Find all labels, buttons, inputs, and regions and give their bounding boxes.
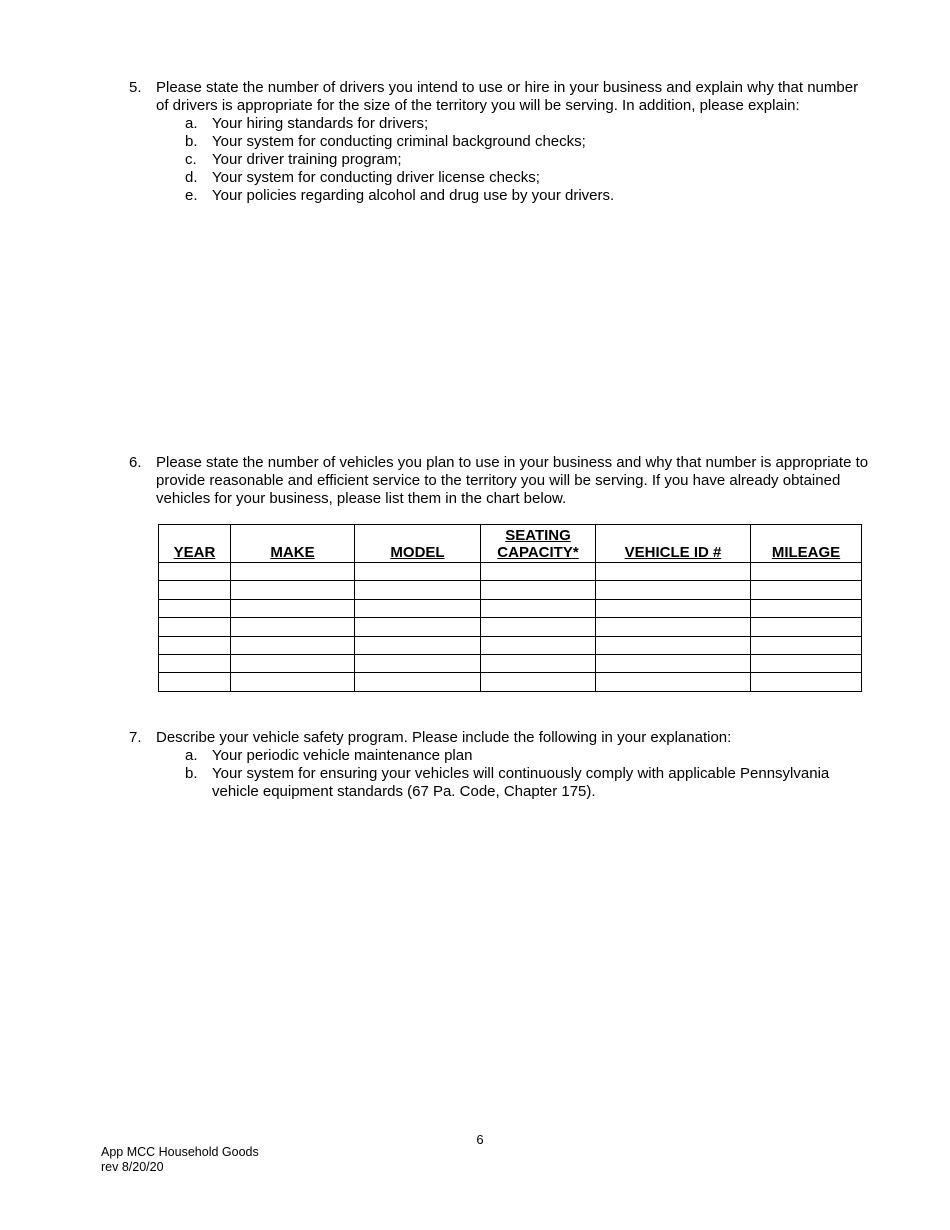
table-row bbox=[159, 673, 862, 691]
table-cell[interactable] bbox=[596, 563, 751, 581]
item-text: Your driver training program; bbox=[212, 151, 402, 168]
table-cell[interactable] bbox=[159, 563, 231, 581]
header-year: YEAR bbox=[159, 525, 231, 563]
table-cell[interactable] bbox=[355, 618, 481, 636]
item-letter: b. bbox=[185, 133, 198, 150]
table-cell[interactable] bbox=[159, 618, 231, 636]
table-cell[interactable] bbox=[159, 599, 231, 617]
list-item bbox=[185, 169, 869, 187]
table-cell[interactable] bbox=[159, 654, 231, 672]
question-number: 5. bbox=[129, 79, 142, 96]
item-letter: e. bbox=[185, 187, 198, 204]
item-text: Your system for conducting criminal background checks; bbox=[212, 133, 586, 150]
vehicle-table bbox=[158, 524, 862, 692]
list-item bbox=[185, 133, 869, 151]
list-item bbox=[185, 747, 852, 765]
table-cell[interactable] bbox=[355, 673, 481, 691]
table-cell[interactable] bbox=[751, 673, 862, 691]
table-cell[interactable] bbox=[355, 599, 481, 617]
question-7 bbox=[129, 729, 869, 801]
footer-form-name: App MCC Household Goods bbox=[101, 1145, 259, 1159]
table-cell[interactable] bbox=[596, 599, 751, 617]
table-cell[interactable] bbox=[159, 581, 231, 599]
table-cell[interactable] bbox=[596, 673, 751, 691]
table-header-row bbox=[159, 525, 862, 563]
table-cell[interactable] bbox=[751, 618, 862, 636]
question-text: Please state the number of drivers you intend to use or hire in your business and explain why that number of drivers is appropriate for the size of the territory you will be serving. In addition, please explain: bbox=[156, 79, 859, 114]
table-cell[interactable] bbox=[231, 654, 355, 672]
item-text: Your policies regarding alcohol and drug use by your drivers. bbox=[212, 187, 615, 204]
table-cell[interactable] bbox=[481, 654, 596, 672]
table-row bbox=[159, 618, 862, 636]
table-cell[interactable] bbox=[751, 581, 862, 599]
list-item bbox=[185, 765, 852, 801]
table-cell[interactable] bbox=[231, 673, 355, 691]
table-row bbox=[159, 563, 862, 581]
table-cell[interactable] bbox=[596, 636, 751, 654]
table-cell[interactable] bbox=[231, 599, 355, 617]
question-5 bbox=[129, 79, 869, 205]
table-row bbox=[159, 654, 862, 672]
item-text: Your periodic vehicle maintenance plan bbox=[212, 747, 473, 764]
question-text: Describe your vehicle safety program. Please include the following in your explanation: bbox=[156, 729, 732, 746]
table-cell[interactable] bbox=[751, 563, 862, 581]
header-seating-capacity: SEATING CAPACITY* bbox=[481, 525, 596, 563]
table-cell[interactable] bbox=[481, 581, 596, 599]
item-letter: a. bbox=[185, 115, 198, 132]
table-cell[interactable] bbox=[355, 581, 481, 599]
question-number: 6. bbox=[129, 454, 142, 471]
header-model: MODEL bbox=[355, 525, 481, 563]
list-item bbox=[185, 187, 869, 205]
table-cell[interactable] bbox=[751, 599, 862, 617]
item-letter: a. bbox=[185, 747, 198, 764]
table-cell[interactable] bbox=[231, 581, 355, 599]
table-cell[interactable] bbox=[481, 673, 596, 691]
table-cell[interactable] bbox=[159, 636, 231, 654]
item-letter: c. bbox=[185, 151, 197, 168]
header-make: MAKE bbox=[231, 525, 355, 563]
table-cell[interactable] bbox=[231, 636, 355, 654]
question-number: 7. bbox=[129, 729, 142, 746]
table-cell[interactable] bbox=[159, 673, 231, 691]
footer bbox=[101, 1145, 259, 1175]
header-vehicle-id: VEHICLE ID # bbox=[596, 525, 751, 563]
table-row bbox=[159, 581, 862, 599]
table-cell[interactable] bbox=[231, 618, 355, 636]
table-cell[interactable] bbox=[481, 563, 596, 581]
table-cell[interactable] bbox=[355, 654, 481, 672]
header-mileage: MILEAGE bbox=[751, 525, 862, 563]
table-cell[interactable] bbox=[751, 654, 862, 672]
item-letter: b. bbox=[185, 765, 198, 782]
table-cell[interactable] bbox=[596, 654, 751, 672]
item-letter: d. bbox=[185, 169, 198, 186]
item-text: Your hiring standards for drivers; bbox=[212, 115, 429, 132]
table-cell[interactable] bbox=[596, 618, 751, 636]
table-cell[interactable] bbox=[355, 563, 481, 581]
table-cell[interactable] bbox=[481, 636, 596, 654]
table-cell[interactable] bbox=[751, 636, 862, 654]
table-cell[interactable] bbox=[596, 581, 751, 599]
table-cell[interactable] bbox=[231, 563, 355, 581]
footer-revision: rev 8/20/20 bbox=[101, 1160, 164, 1174]
table-cell[interactable] bbox=[481, 618, 596, 636]
table-cell[interactable] bbox=[355, 636, 481, 654]
page-number: 6 bbox=[476, 1132, 484, 1147]
table-cell[interactable] bbox=[481, 599, 596, 617]
item-text: Your system for conducting driver license checks; bbox=[212, 169, 540, 186]
table-row bbox=[159, 636, 862, 654]
question-text: Please state the number of vehicles you plan to use in your business and why that number is appropriate to provide reasonable and efficient service to the territory you will be serving. If you have already obtained vehicles for your business, please list them in the chart below. bbox=[156, 454, 869, 507]
table-row bbox=[159, 599, 862, 617]
item-text: Your system for ensuring your vehicles will continuously comply with applicable Pennsylvania vehicle equipment standards (67 Pa. Code, Chapter 175). bbox=[212, 765, 830, 800]
list-item bbox=[185, 151, 869, 169]
question-6 bbox=[129, 454, 869, 508]
list-item bbox=[185, 115, 869, 133]
